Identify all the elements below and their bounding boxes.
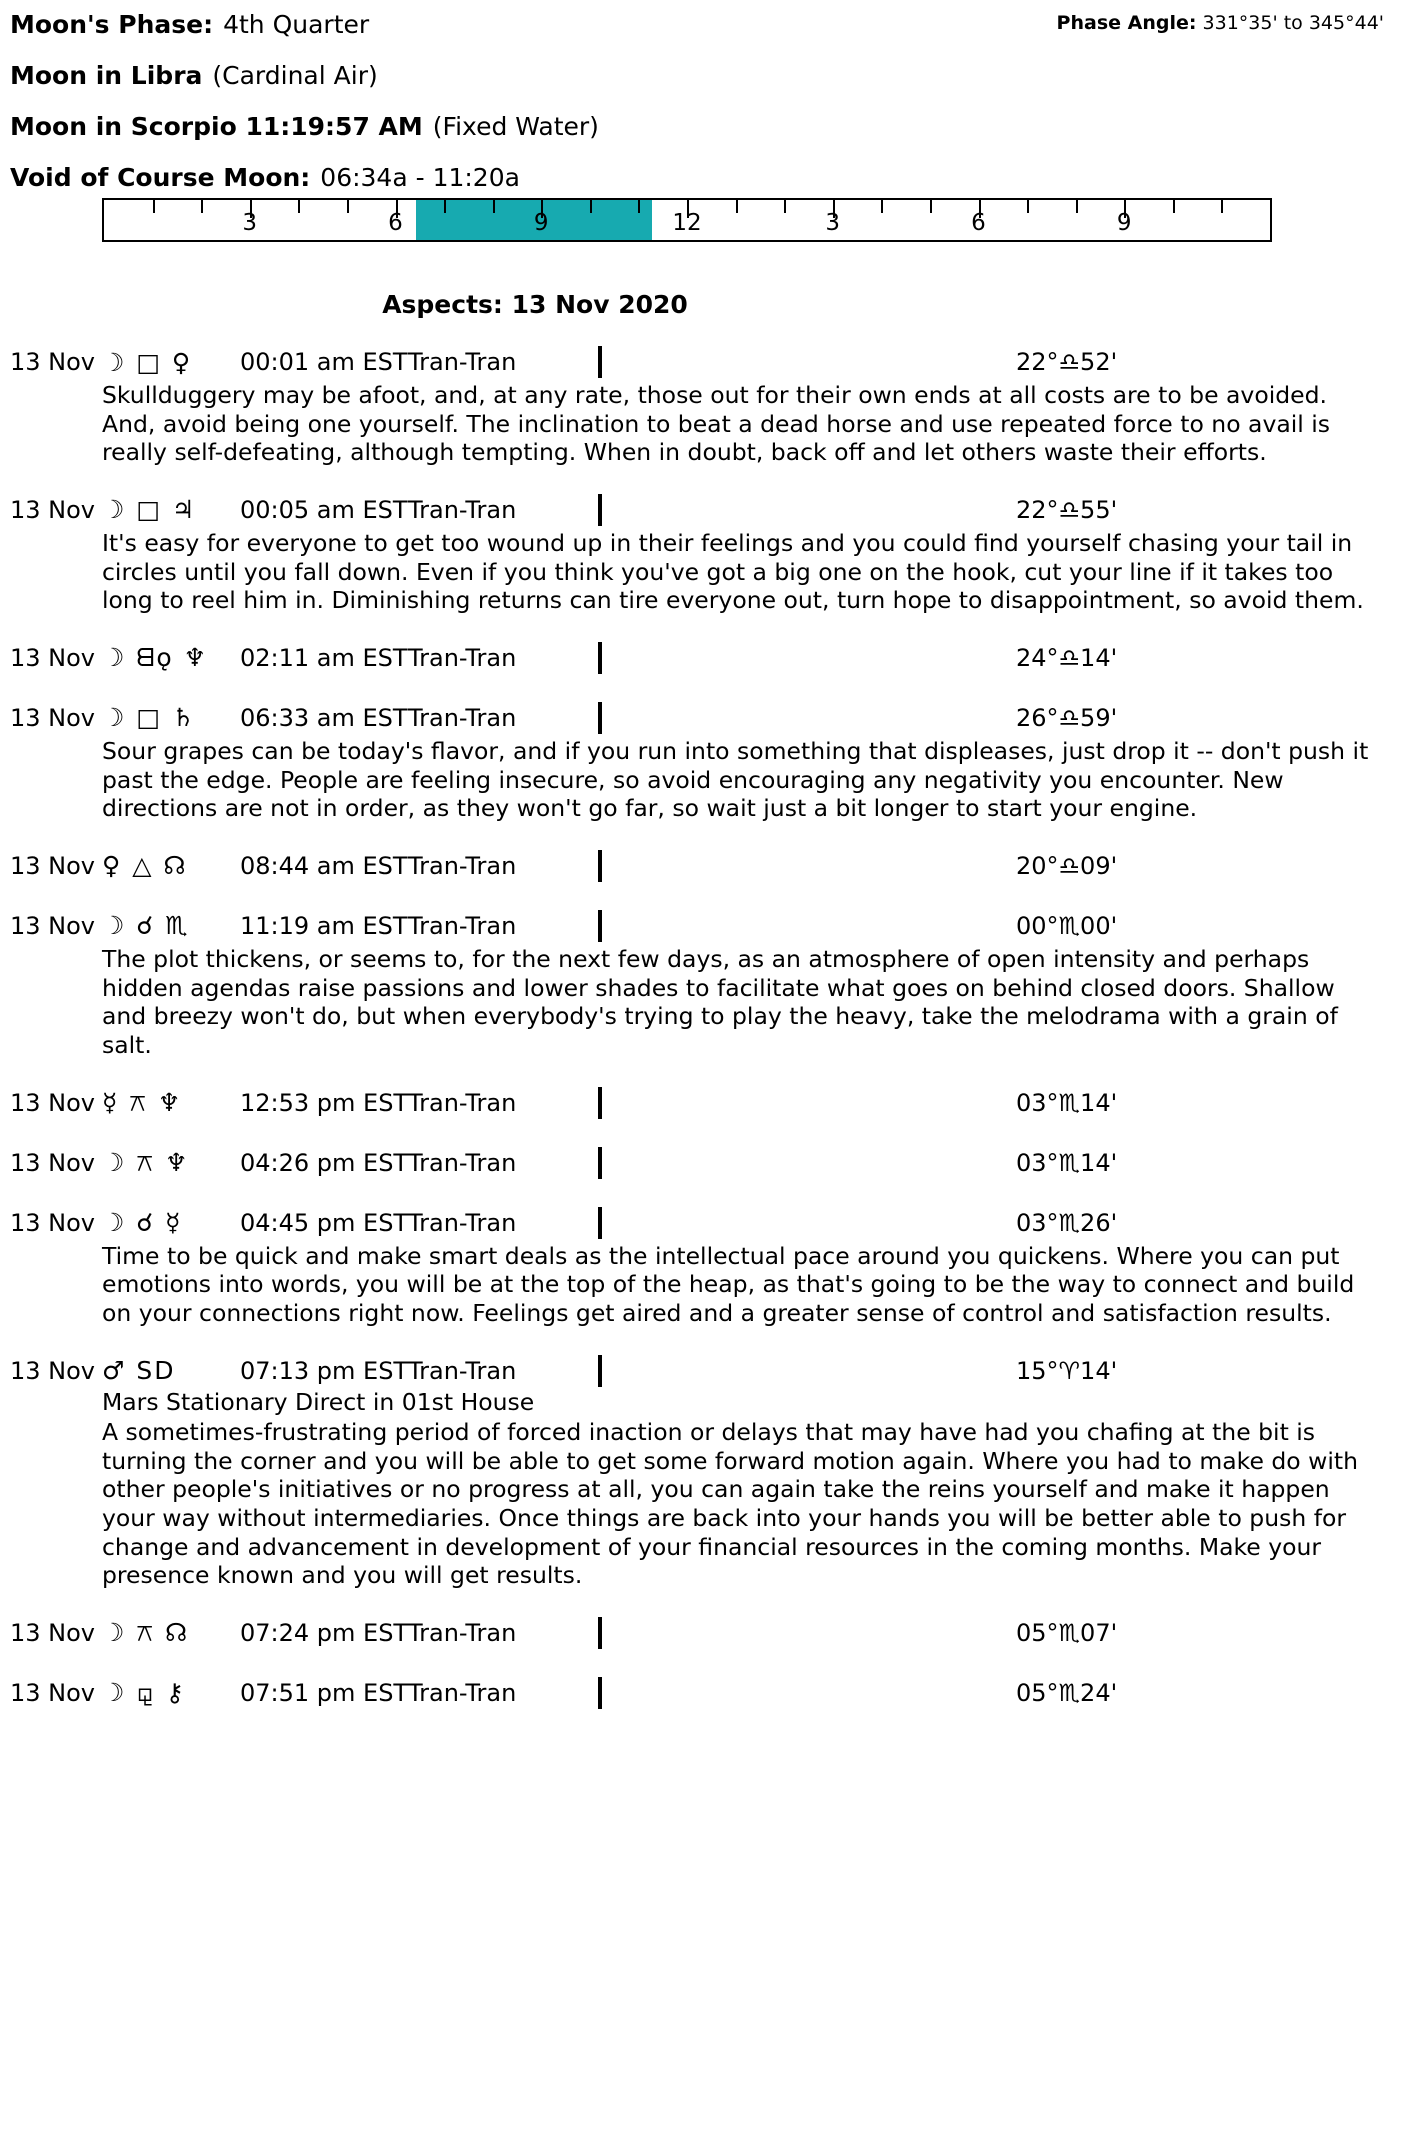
aspect-glyphs: ☽ ☌ ♏ [102, 911, 190, 941]
aspect-glyphs: ☽ ☌ ☿ [102, 1208, 183, 1238]
aspect-glyphs: ☽ □ ♀ [102, 347, 193, 377]
aspect-glyphs: ☽ □ ♄ [102, 703, 197, 733]
aspect-time: 07:51 pm EST [240, 1679, 409, 1708]
aspect-entry [10, 1146, 1390, 1200]
aspect-date: 13 Nov [10, 703, 96, 732]
aspect-strength-cell [598, 644, 998, 672]
aspect-type: Tran-Tran [408, 495, 517, 524]
aspect-spacer [10, 1180, 1390, 1200]
aspect-type: Tran-Tran [408, 1088, 517, 1117]
aspect-row[interactable] [10, 345, 1390, 379]
aspect-row[interactable] [10, 1086, 1390, 1120]
aspect-position: 26°♎59' [1016, 703, 1118, 732]
aspect-spacer [10, 1710, 1390, 1730]
phase-angle-label: Phase Angle: [1056, 12, 1197, 34]
aspect-time: 04:26 pm EST [240, 1148, 409, 1177]
aspect-strength-cell [598, 912, 998, 940]
timeline-tick [1221, 200, 1223, 213]
aspect-type: Tran-Tran [408, 1356, 517, 1385]
aspect-strength-cell [598, 1619, 998, 1647]
timeline-tick [153, 200, 155, 213]
aspect-row[interactable] [10, 1354, 1390, 1388]
aspect-row[interactable] [10, 701, 1390, 735]
moon-phase-value: 4th Quarter [223, 10, 370, 39]
aspect-interpretation: It's easy for everyone to get too wound up in their feelings and you could find yourself chasing your tail in circles until you fall down. Even if you think you've got a big one on the hook, cut your line if it takes too long to reel him in. Diminishing returns can tire everyone out, turn hope to disappointment, so avoid them. [102, 528, 1364, 615]
aspect-strength-bar [598, 1355, 602, 1387]
timeline-hour-label: 3 [825, 210, 841, 236]
timeline-tick [347, 200, 349, 213]
moon-ingress-row [10, 112, 1390, 141]
aspect-entry [10, 849, 1390, 903]
aspect-position: 03°♏26' [1016, 1208, 1118, 1237]
aspect-type: Tran-Tran [408, 1148, 517, 1177]
aspect-time: 07:13 pm EST [240, 1356, 409, 1385]
aspect-time: 11:19 am EST [240, 911, 408, 940]
timeline-tick [784, 200, 786, 213]
aspect-entry [10, 345, 1390, 487]
aspect-date: 13 Nov [10, 1088, 96, 1117]
aspect-date: 13 Nov [10, 643, 96, 672]
aspect-strength-cell [598, 496, 998, 524]
void-of-course-value: 06:34a - 11:20a [320, 163, 520, 192]
moon-ingress-element: (Fixed Water) [432, 112, 599, 141]
aspect-strength-bar [598, 702, 602, 734]
timeline-tick [444, 200, 446, 213]
aspect-row[interactable] [10, 849, 1390, 883]
timeline-tick [1173, 200, 1175, 213]
aspect-interpretation: The plot thickens, or seems to, for the next few days, as an atmosphere of open intensity and perhaps hidden agendas raise passions and lower shades to facilitate what goes on behind closed doors. Shallow and breezy won't do, but when everybody's trying to play the heavy, take the melodrama with a grain of salt. [102, 944, 1338, 1059]
aspect-time: 00:05 am EST [240, 495, 408, 524]
moon-ingress-label: Moon in Scorpio 11:19:57 AM [10, 112, 423, 141]
aspect-type: Tran-Tran [408, 911, 517, 940]
timeline-tick [638, 200, 640, 213]
aspect-position: 22°♎52' [1016, 348, 1118, 376]
aspect-glyphs: ☽ ⚻ ☊ [102, 1618, 190, 1648]
aspect-time: 04:45 pm EST [240, 1208, 409, 1237]
aspect-interpretation: A sometimes-frustrating period of forced inaction or delays that may have had you chafing at the bit is turning the corner and you will be able to get some forward motion again. Where you had to make do with other people's initiatives or no progress at all, you can again take the reins yourself and make it happen your way without intermediaries. Once things are back into your hands you will be better able to push for change and advancement in development of your financial resources in the coming months. Make your presence known and you will get results. [102, 1418, 1358, 1590]
aspect-date: 13 Nov [10, 851, 96, 880]
aspect-type: Tran-Tran [408, 643, 517, 672]
aspect-date: 13 Nov [10, 348, 96, 376]
aspect-row[interactable] [10, 1676, 1390, 1710]
aspect-strength-cell [598, 1209, 998, 1237]
aspect-spacer [10, 1328, 1390, 1348]
aspect-position: 22°♎55' [1016, 495, 1118, 524]
aspect-spacer [10, 615, 1390, 635]
aspect-glyphs: ☽ ᗺǫ ♆ [102, 642, 209, 672]
aspect-row[interactable] [10, 1616, 1390, 1650]
aspect-row[interactable] [10, 1206, 1390, 1240]
aspect-time: 12:53 pm EST [240, 1088, 409, 1117]
aspect-time: 08:44 am EST [240, 851, 408, 880]
aspect-spacer [10, 1650, 1390, 1670]
aspect-type: Tran-Tran [408, 1208, 517, 1237]
aspect-position: 00°♏00' [1016, 911, 1118, 940]
aspect-strength-bar [598, 642, 602, 674]
aspect-strength-cell [598, 1357, 998, 1385]
aspect-spacer [10, 675, 1390, 695]
aspect-spacer [10, 823, 1390, 843]
timeline-hour-label: 9 [1116, 210, 1132, 236]
aspect-strength-cell [598, 1089, 998, 1117]
phase-angle-value: 331°35' to 345°44' [1202, 12, 1384, 34]
aspect-date: 13 Nov [10, 495, 96, 524]
phase-angle [1057, 12, 1384, 34]
aspect-entry [10, 493, 1390, 635]
moon-sign-element: (Cardinal Air) [212, 61, 378, 90]
aspect-row[interactable] [10, 1146, 1390, 1180]
aspect-strength-bar [598, 1207, 602, 1239]
aspect-entry [10, 909, 1390, 1080]
aspect-entry [10, 1086, 1390, 1140]
aspect-entry [10, 1354, 1390, 1611]
moon-sign-row [10, 61, 1390, 90]
aspect-interpretation: Sour grapes can be today's flavor, and if you run into something that displeases, just drop it -- don't push it past the edge. People are feeling insecure, so avoid encouraging any negativity you encounter. New directions are not in order, as they won't go far, so wait just a bit longer to start your engine. [102, 736, 1369, 823]
void-of-course-label: Void of Course Moon: [10, 163, 311, 192]
aspect-position: 24°♎14' [1016, 643, 1118, 672]
aspect-spacer [10, 1120, 1390, 1140]
timeline-tick [201, 200, 203, 213]
timeline-tick [298, 200, 300, 213]
aspect-position: 03°♏14' [1016, 1148, 1118, 1177]
timeline-hour-label: 6 [388, 210, 403, 236]
aspect-strength-cell [598, 704, 998, 732]
aspect-strength-bar [598, 850, 602, 882]
aspect-strength-bar [598, 910, 602, 942]
aspect-date: 13 Nov [10, 1208, 96, 1237]
aspect-strength-bar [598, 494, 602, 526]
void-of-course-row [10, 163, 1390, 192]
aspect-date: 13 Nov [10, 1148, 96, 1177]
aspect-time: 02:11 am EST [240, 643, 408, 672]
aspect-spacer [10, 883, 1390, 903]
aspect-position: 20°♎09' [1016, 851, 1118, 880]
timeline-tick [1027, 200, 1029, 213]
timeline-hour-label: 12 [672, 210, 702, 236]
aspect-strength-bar [598, 1087, 602, 1119]
aspect-glyphs: ♀ △ ☊ [102, 851, 188, 881]
aspect-list [10, 345, 1390, 1730]
aspect-spacer [10, 467, 1390, 487]
aspect-spacer [10, 1060, 1390, 1080]
aspect-time: 06:33 am EST [240, 703, 408, 732]
aspect-entry [10, 701, 1390, 843]
aspect-glyphs: ☽ ⚼ ⚷ [102, 1678, 186, 1708]
aspect-glyphs: ☿ ⚻ ♆ [102, 1087, 183, 1117]
aspect-type: Tran-Tran [408, 1619, 517, 1648]
aspect-position: 15°♈14' [1016, 1356, 1118, 1385]
aspect-date: 13 Nov [10, 911, 96, 940]
aspect-glyphs: ☽ ⚻ ♆ [102, 1147, 190, 1177]
timeline-tick [590, 200, 592, 213]
aspect-row[interactable] [10, 493, 1390, 527]
aspect-strength-cell [598, 1679, 998, 1707]
aspect-type: Tran-Tran [408, 851, 517, 880]
aspect-entry [10, 1676, 1390, 1730]
aspect-position: 05°♏24' [1016, 1679, 1118, 1708]
aspect-glyphs: ♂ SD [102, 1356, 176, 1385]
aspect-strength-cell [598, 1149, 998, 1177]
aspect-strength-bar [598, 1677, 602, 1709]
aspect-entry [10, 1206, 1390, 1348]
aspect-subtitle: Mars Stationary Direct in 01st House [102, 1387, 535, 1416]
void-of-course-timeline [102, 198, 1272, 242]
aspects-title: Aspects: 13 Nov 2020 [382, 290, 688, 319]
aspect-type: Tran-Tran [408, 348, 517, 376]
timeline-tick [493, 200, 495, 213]
aspect-date: 13 Nov [10, 1619, 96, 1648]
moon-phase-label: Moon's Phase: [10, 10, 214, 39]
timeline-hour-label: 3 [242, 210, 258, 236]
aspect-strength-bar [598, 1147, 602, 1179]
aspect-type: Tran-Tran [408, 1679, 517, 1708]
aspect-time: 00:01 am EST [240, 348, 408, 376]
aspect-spacer [10, 1590, 1390, 1610]
aspect-position: 03°♏14' [1016, 1088, 1118, 1117]
aspect-strength-cell [598, 348, 998, 376]
aspect-date: 13 Nov [10, 1679, 96, 1708]
aspect-type: Tran-Tran [408, 703, 517, 732]
timeline-tick [1076, 200, 1078, 213]
void-of-course-bar-wrap [102, 198, 1272, 242]
aspect-entry [10, 1616, 1390, 1670]
aspect-interpretation: Time to be quick and make smart deals as the intellectual pace around you quickens. Where you can put emotions into words, you will be at the top of the heap, as that's going to be the way to connect and build on your connections right now. Feelings get aired and a greater sense of control and satisfaction results. [102, 1241, 1355, 1327]
aspect-strength-bar [598, 346, 602, 378]
aspect-date: 13 Nov [10, 1356, 96, 1385]
timeline-tick [736, 200, 738, 213]
aspect-time: 07:24 pm EST [240, 1619, 409, 1648]
aspect-glyphs: ☽ □ ♃ [102, 495, 197, 525]
aspect-row[interactable] [10, 909, 1390, 943]
aspect-row[interactable] [10, 641, 1390, 675]
aspect-strength-cell [598, 852, 998, 880]
timeline-tick [881, 200, 883, 213]
moon-sign-label: Moon in Libra [10, 61, 203, 90]
aspect-entry [10, 641, 1390, 695]
aspect-interpretation: Skullduggery may be afoot, and, at any rate, those out for their own ends at all costs are to be avoided. And, avoid being one yourself. The inclination to beat a dead horse and use repeated force to no avail is really self-defeating, although tempting. When in doubt, back off and let others waste their efforts. [102, 381, 1331, 467]
aspect-position: 05°♏07' [1016, 1619, 1118, 1648]
timeline-hour-label: 9 [533, 210, 549, 236]
aspect-strength-bar [598, 1617, 602, 1649]
timeline-hour-label: 6 [971, 210, 986, 236]
timeline-tick [930, 200, 932, 213]
